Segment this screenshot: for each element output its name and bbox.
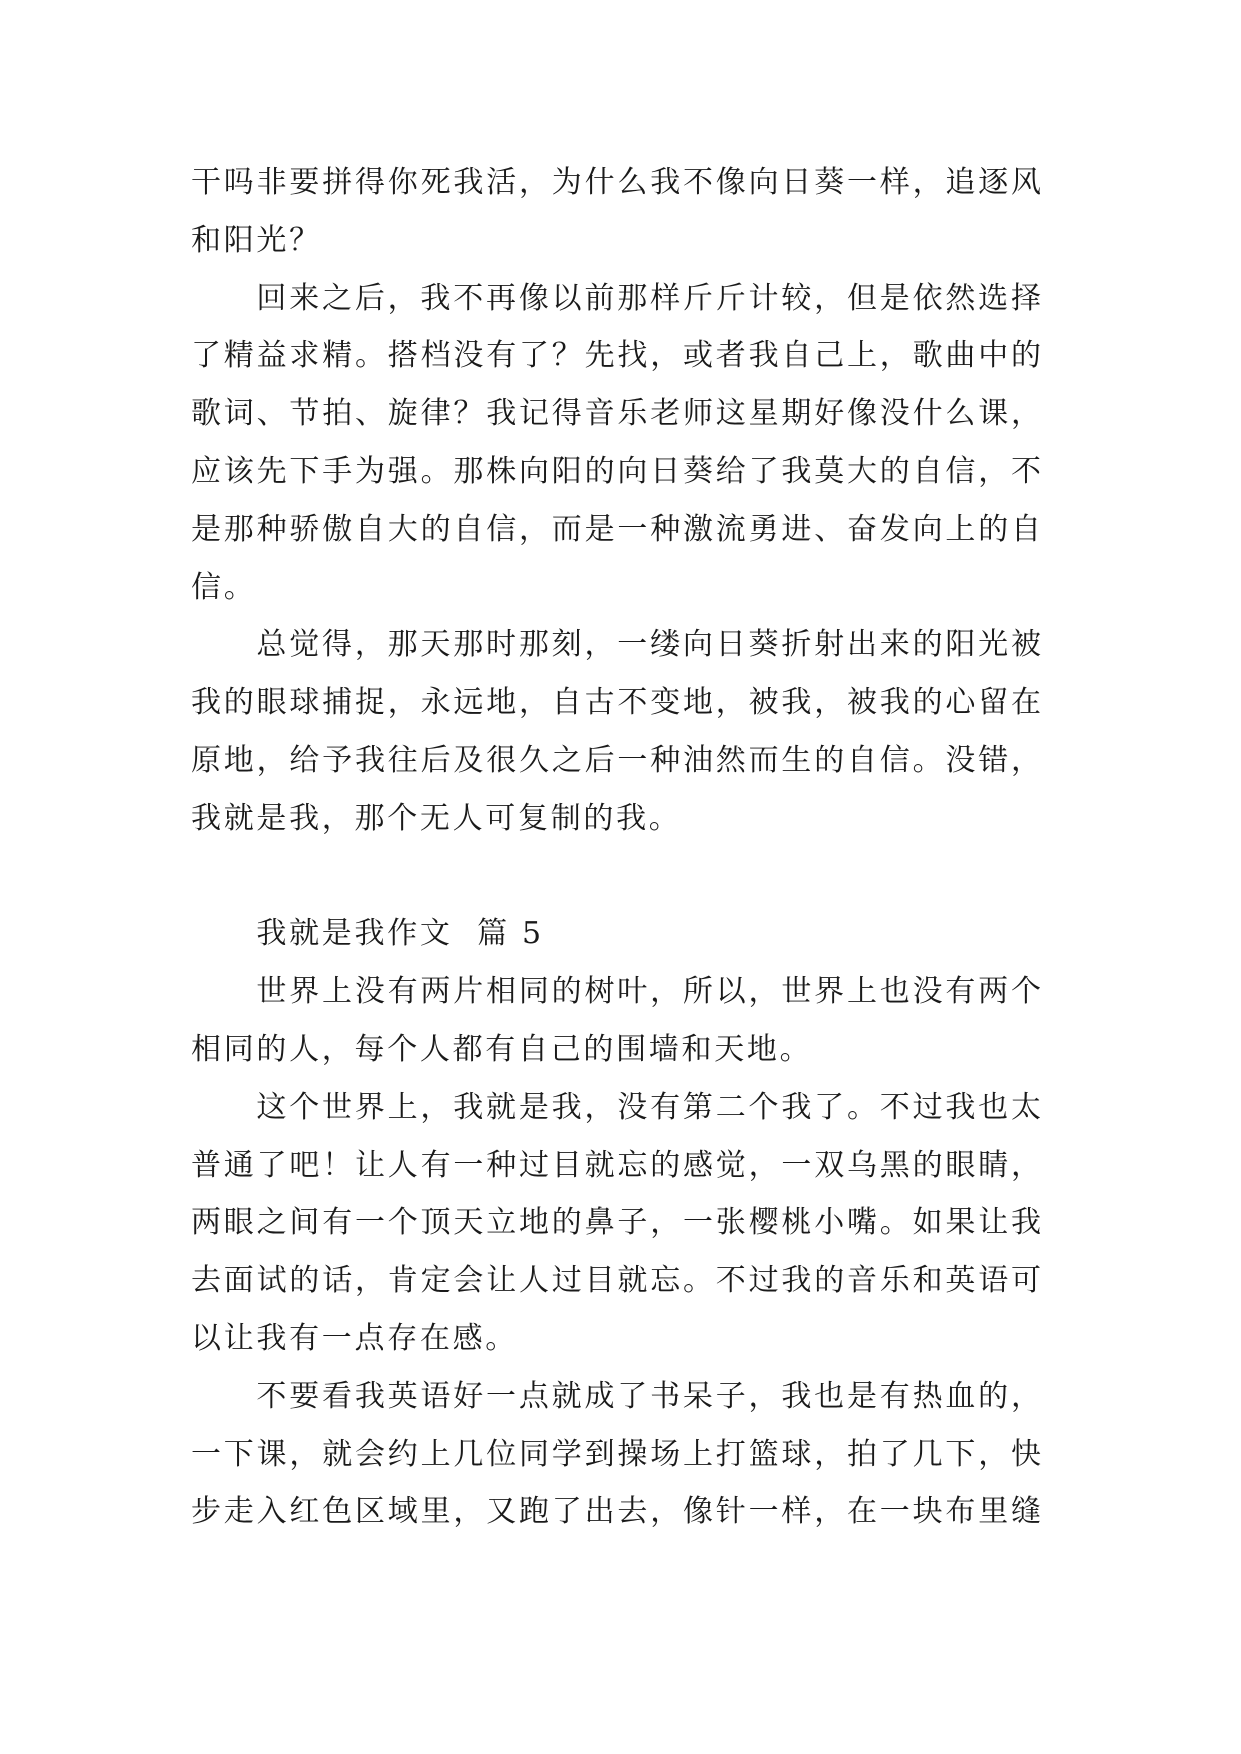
paragraph — [191, 616, 1044, 847]
text-line: 世界上没有两片相同的树叶，所以，世界上也没有两个 — [256, 974, 1044, 1010]
text-line: 这个世界上，我就是我，没有第二个我了。不过我也太 — [256, 1089, 1044, 1125]
text-line: 不要看我英语好一点就成了书呆子，我也是有热血的， — [256, 1378, 1044, 1414]
document-page — [191, 154, 1044, 1541]
text-line: 普通了吧！让人有一种过目就忘的感觉，一双乌黑的眼睛， — [191, 1147, 1044, 1183]
paragraph — [191, 270, 1044, 617]
text-line: 我的眼球捕捉，永远地，自古不变地，被我，被我的心留在 — [191, 685, 1044, 721]
text-line: 信。 — [191, 569, 257, 605]
text-line: 一下课，就会约上几位同学到操场上打篮球，拍了几下，快 — [191, 1436, 1044, 1472]
text-line: 歌词、节拍、旋律？我记得音乐老师这星期好像没什么课， — [191, 396, 1044, 432]
blank-line — [191, 848, 1041, 906]
text-line: 和阳光？ — [191, 222, 322, 258]
text-line: 干吗非要拼得你死我活，为什么我不像向日葵一样，追逐风 — [191, 165, 1044, 200]
text-line: 了精益求精。搭档没有了？先找，或者我自己上，歌曲中的 — [191, 338, 1044, 374]
text-line: 以让我有一点存在感。 — [191, 1320, 518, 1356]
text-line: 总觉得，那天那时那刻，一缕向日葵折射出来的阳光被 — [256, 627, 1044, 663]
section-heading: 我就是我作文 篇 5 — [256, 916, 544, 952]
paragraph — [191, 154, 1044, 270]
paragraph — [191, 963, 1044, 1079]
text-line: 应该先下手为强。那株向阳的向日葵给了我莫大的自信，不 — [191, 453, 1044, 489]
paragraph — [191, 1079, 1044, 1368]
text-line: 原地，给予我往后及很久之后一种油然而生的自信。没错， — [191, 742, 1044, 778]
text-line: 相同的人，每个人都有自己的围墙和天地。 — [191, 1031, 813, 1067]
text-line: 我就是我，那个无人可复制的我。 — [191, 800, 682, 836]
text-line: 回来之后，我不再像以前那样斤斤计较，但是依然选择 — [256, 280, 1044, 316]
text-line: 步走入红色区域里，又跑了出去，像针一样，在一块布里缝 — [191, 1494, 1044, 1530]
text-line: 去面试的话，肯定会让人过目就忘。不过我的音乐和英语可 — [191, 1263, 1044, 1299]
paragraph — [191, 1368, 1044, 1541]
text-line: 是那种骄傲自大的自信，而是一种激流勇进、奋发向上的自 — [191, 511, 1044, 547]
text-line: 两眼之间有一个顶天立地的鼻子，一张樱桃小嘴。如果让我 — [191, 1205, 1044, 1241]
